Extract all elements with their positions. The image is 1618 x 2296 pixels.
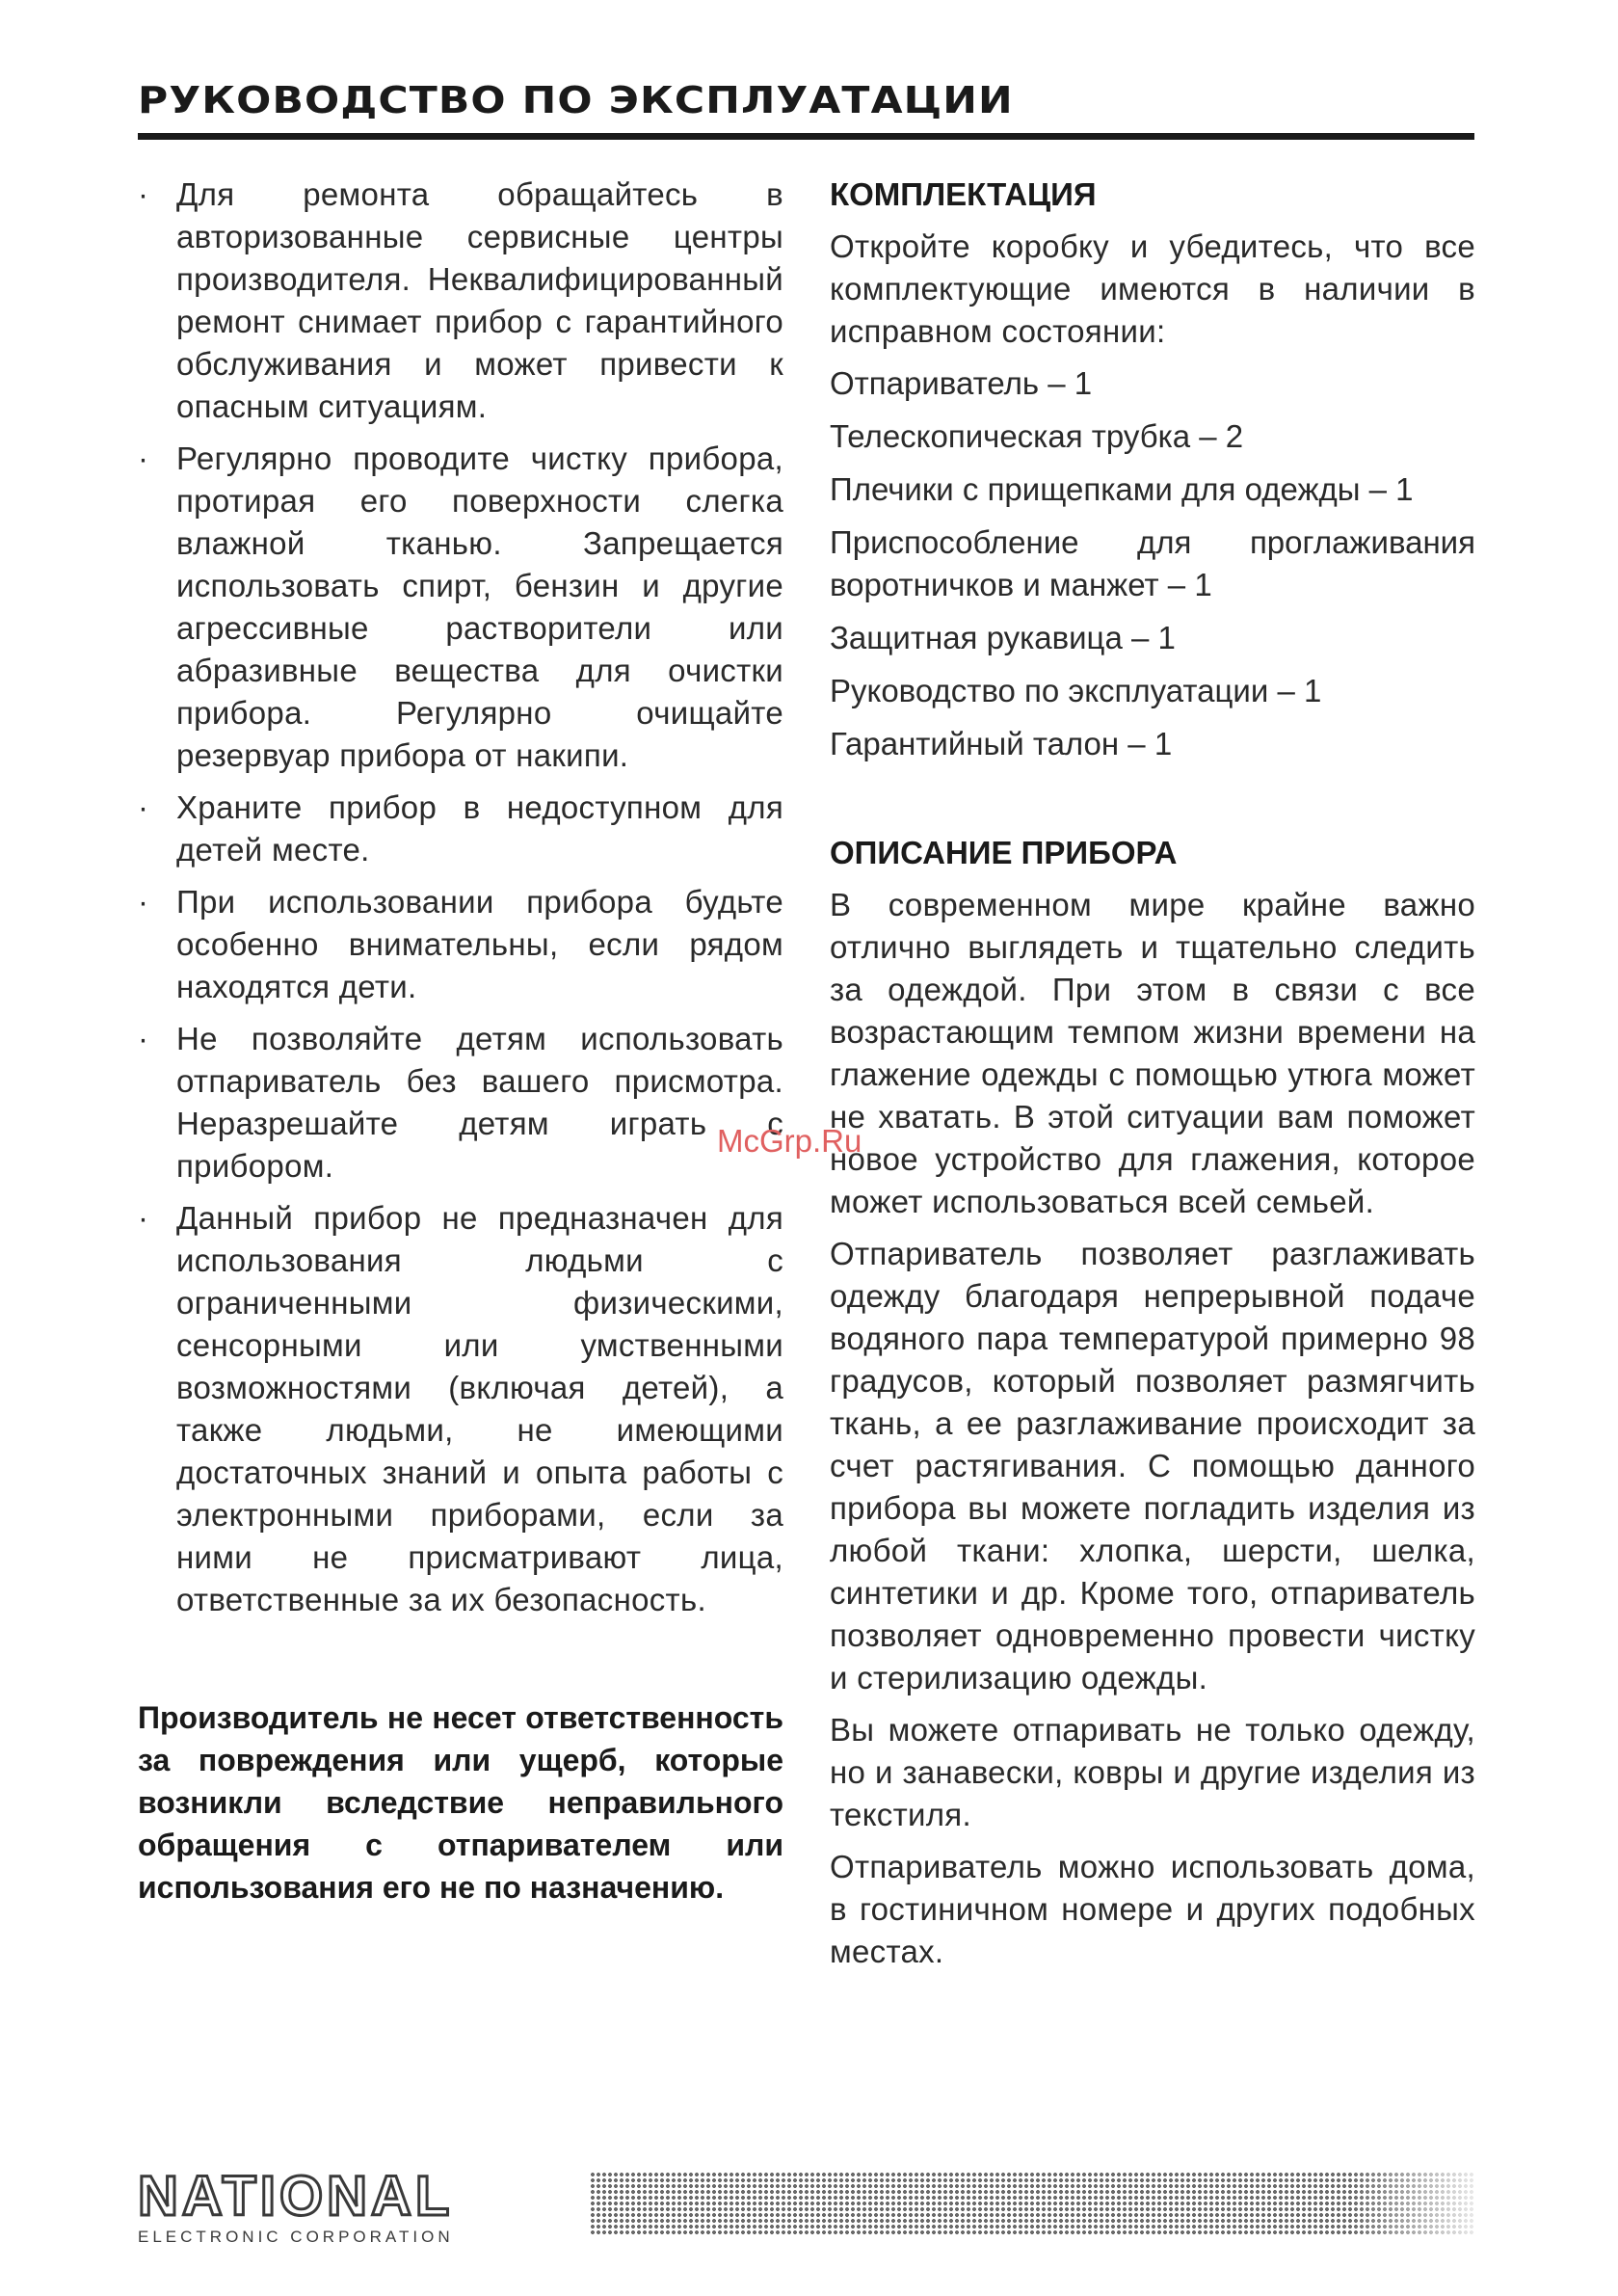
brand-name: NATIONAL xyxy=(138,2165,454,2228)
kit-item: Отпариватель – 1 xyxy=(830,365,1093,401)
kit-item: Плечики с прищепками для одежды – 1 xyxy=(830,471,1414,507)
kit-item: Телескопическая трубка – 2 xyxy=(830,418,1244,454)
description-paragraph: Отпариватель можно использовать дома, в гостиничном номере и других подобных местах. xyxy=(830,1849,1475,1969)
kit-item: Защитная рукавица – 1 xyxy=(830,620,1176,655)
description-paragraph: Вы можете отпаривать не только одежду, но и занавески, ковры и другие изделия из текстиля. xyxy=(830,1712,1475,1832)
description-paragraph: В современном мире крайне важно отлично выглядеть и тщательно следить за одеждой. При этом в связи с все возрастающим темпом жизни времени на глажение одежды с помощью утюга может не хватать. В этой ситуации вам поможет новое устройство для глажения, которое может использоваться всей семьей. xyxy=(830,887,1475,1219)
list-item xyxy=(138,787,783,871)
list-item xyxy=(138,1018,783,1188)
left-column xyxy=(138,174,783,1939)
list-item-text: Данный прибор не предназначен для использования людьми с ограниченными физическими, сенсорными или умственными возможностями (включая детей), а также людьми, не имеющими достаточных знаний и опыта работы с электронными приборами, если за ними не присматривают лица, ответственные за их безопасность. xyxy=(176,1200,783,1617)
section-spacer xyxy=(830,776,1475,832)
description-paragraph: Отпариватель позволяет разглаживать одежду благодаря непрерывной подаче водяного пара температурой примерно 98 градусов, который позволяет размягчить ткань, а ее разглаживание происходит за счет растягивания. С помощью данного прибора вы можете погладить изделия из любой ткани: хлопка, шерсти, шелка, синтетики и др. Кроме того, отпариватель позволяет одновременно провести чистку и стерилизацию одежды. xyxy=(830,1236,1475,1695)
list-item-text: Не позволяйте детям использовать отпариватель без вашего присмотра. Неразрешайте детям играть с прибором. xyxy=(176,1021,783,1184)
list-item-text: Храните прибор в недоступном для детей месте. xyxy=(176,789,783,868)
bullet-marker: · xyxy=(138,176,149,212)
list-item xyxy=(138,1197,783,1621)
page-header-title: РУКОВОДСТВО ПО ЭКСПЛУАТАЦИИ xyxy=(138,79,1014,121)
site-watermark: McGrp.Ru xyxy=(717,1123,862,1159)
bullet-marker: · xyxy=(138,1021,149,1056)
list-item xyxy=(138,881,783,1008)
brand-logo xyxy=(138,2165,454,2248)
list-item-text: Регулярно проводите чистку прибора, протирая его поверхности слегка влажной тканью. Запрещается использовать спирт, бензин и другие агрессивные растворители или абразивные вещества для очистки прибора. Регулярно очищайте резервуар прибора от накипи. xyxy=(176,441,783,773)
footer-pattern-fade xyxy=(1349,2172,1474,2234)
list-item xyxy=(138,174,783,428)
safety-bullet-list xyxy=(138,174,783,1621)
kit-list xyxy=(830,362,1475,765)
list-item-text: Для ремонта обращайтесь в авторизованные сервисные центры производителя. Неквалифицированный ремонт снимает прибор с гарантийного обслуживания и может привести к опасным ситуациям. xyxy=(176,176,783,424)
liability-warning: Производитель не несет ответственность за повреждения или ущерб, которые возникли вследствие неправильного обращения с отпаривателем или использования его не по назначению. xyxy=(138,1700,783,1905)
bullet-marker: · xyxy=(138,884,149,920)
bullet-marker: · xyxy=(138,441,149,476)
brand-subtitle: ELECTRONIC CORPORATION xyxy=(138,2228,454,2246)
right-column xyxy=(830,174,1475,1983)
footer-dot-pattern xyxy=(590,2172,1474,2234)
kit-item: Руководство по эксплуатации – 1 xyxy=(830,673,1322,708)
description-heading: ОПИСАНИЕ ПРИБОРА xyxy=(830,835,1178,870)
bullet-marker: · xyxy=(138,789,149,825)
kit-heading: КОМПЛЕКТАЦИЯ xyxy=(830,176,1097,212)
header-divider xyxy=(138,133,1474,140)
kit-intro: Откройте коробку и убедитесь, что все комплектующие имеются в наличии в исправном состоянии: xyxy=(830,228,1475,349)
list-item xyxy=(138,438,783,777)
kit-item: Приспособление для проглаживания воротничков и манжет – 1 xyxy=(830,524,1475,602)
bullet-marker: · xyxy=(138,1200,149,1236)
kit-item: Гарантийный талон – 1 xyxy=(830,726,1173,761)
list-item-text: При использовании прибора будьте особенно внимательны, если рядом находятся дети. xyxy=(176,884,783,1004)
